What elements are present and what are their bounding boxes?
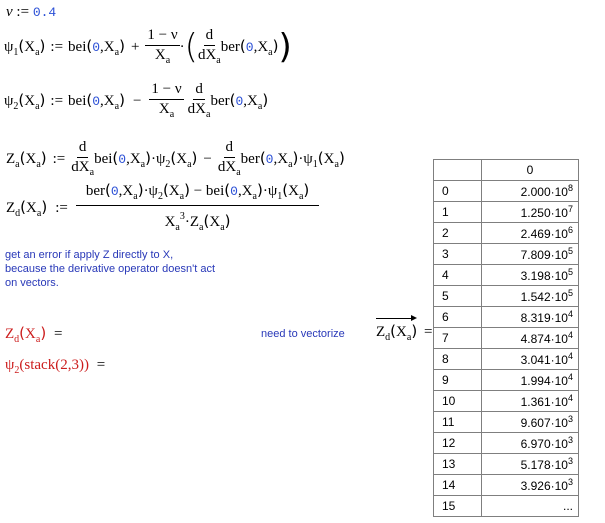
assign-operator: := (55, 199, 68, 216)
deriv-denominator: $dX_a$ (217, 159, 241, 178)
table-row[interactable] (434, 454, 579, 475)
table-header-row (434, 160, 579, 181)
row-index: 10 (434, 391, 482, 412)
row-index: 8 (434, 349, 482, 370)
row-value (482, 496, 579, 517)
value-mantissa: 1.542·10 (520, 290, 568, 304)
row-value (482, 349, 579, 370)
vectorized-expression[interactable] (376, 318, 432, 343)
row-index: 9 (434, 370, 482, 391)
deriv-denominator: $dX_a$ (187, 101, 211, 120)
row-value (482, 370, 579, 391)
right-big-paren: ) (278, 27, 292, 67)
value-mantissa: 1.250·10 (520, 206, 568, 220)
value-mantissa: ... (562, 499, 573, 513)
psi1-coef-denominator: $X_a$ (154, 47, 171, 66)
value-mantissa: 3.926·10 (520, 479, 568, 493)
equals-sign: = (423, 324, 433, 340)
value-mantissa: 7.809·10 (520, 248, 568, 262)
nu-definition[interactable] (6, 4, 56, 21)
row-value (482, 265, 579, 286)
psi2-ber-term: $ber(0,X_a)$ (210, 90, 269, 112)
multiply-dot: · (179, 38, 185, 55)
psi2-definition[interactable] (4, 82, 268, 120)
table-row[interactable] (434, 286, 579, 307)
row-index: 3 (434, 244, 482, 265)
value-mantissa: 2.469·10 (520, 227, 568, 241)
value-exponent: 6 (567, 225, 573, 235)
psi1-coef-numerator: 1 − ν (145, 28, 179, 46)
value-exponent: 3 (567, 414, 573, 424)
table-corner-cell (434, 160, 482, 181)
value-exponent: 5 (567, 267, 573, 277)
table-row[interactable] (434, 202, 579, 223)
assign-operator: := (50, 38, 64, 55)
row-index: 4 (434, 265, 482, 286)
deriv-numerator: d (224, 140, 236, 158)
za-definition[interactable] (6, 140, 345, 178)
value-exponent: 4 (567, 351, 573, 361)
value-mantissa: 1.994·10 (520, 374, 568, 388)
za-deriv2 (218, 140, 241, 178)
zd-numerator: $ber(0,X_a)\cdot\psi_2(X_a) - bei(0,X_a)\cdot\psi_1(X_a)$ (76, 183, 319, 206)
psi2-coef-numerator: 1 − ν (149, 82, 183, 100)
row-index: 6 (434, 307, 482, 328)
deriv-denominator: $dX_a$ (71, 159, 95, 178)
psi2-bei-term: $bei(0,X_a)$ (68, 90, 125, 112)
deriv-numerator: d (204, 28, 216, 46)
vectorize-arrow-operator: $Z_d(X_a)$ (376, 318, 417, 343)
psi2-derivative-operator (188, 82, 211, 120)
row-value (482, 286, 579, 307)
za-term2: $ber(0,X_a)\cdot\psi_1(X_a)$ (240, 148, 345, 170)
value-exponent: 4 (567, 372, 573, 382)
psi1-lhs: $\psi_1(X_a)$ (4, 36, 46, 58)
row-index: 15 (434, 496, 482, 517)
row-index: 11 (434, 412, 482, 433)
table-row[interactable] (434, 370, 579, 391)
minus-operator: − (203, 150, 212, 167)
row-index: 2 (434, 223, 482, 244)
value-exponent: 5 (567, 288, 573, 298)
value-exponent: 5 (567, 246, 573, 256)
table-row[interactable] (434, 475, 579, 496)
row-value (482, 433, 579, 454)
deriv-denominator: $dX_a$ (197, 47, 221, 66)
vectorize-note: need to vectorize (261, 328, 345, 340)
psi2-lhs: $\psi_2(X_a)$ (4, 90, 46, 112)
row-value (482, 244, 579, 265)
value-mantissa: 5.178·10 (520, 458, 568, 472)
row-value (482, 475, 579, 496)
zd-fraction (76, 183, 319, 233)
deriv-numerator: d (77, 140, 89, 158)
row-index: 0 (434, 181, 482, 202)
row-value (482, 307, 579, 328)
zd-eval-expr: $Z_d(X_a)$ (5, 324, 47, 345)
table-row[interactable] (434, 496, 579, 517)
row-index: 7 (434, 328, 482, 349)
equals-sign: = (96, 357, 106, 373)
value-exponent: 4 (567, 393, 573, 403)
value-exponent: 3 (567, 456, 573, 466)
table-row[interactable] (434, 265, 579, 286)
row-value (482, 181, 579, 202)
value-mantissa: 2.000·10 (520, 185, 568, 199)
value-mantissa: 3.041·10 (520, 353, 568, 367)
minus-operator: − (132, 92, 142, 109)
assign-operator: := (16, 4, 30, 20)
assign-operator: := (52, 150, 66, 167)
value-mantissa: 3.198·10 (520, 269, 568, 283)
row-value (482, 412, 579, 433)
row-index: 1 (434, 202, 482, 223)
psi2-coef-fraction (149, 82, 183, 120)
value-mantissa: 1.361·10 (520, 395, 568, 409)
nu-symbol: ν (6, 4, 13, 20)
result-table-container[interactable] (433, 159, 579, 517)
value-exponent: 4 (567, 309, 573, 319)
psi2-eval-expr: $\psi_2(stack(2,3))$ (5, 357, 89, 376)
row-index: 14 (434, 475, 482, 496)
result-table[interactable] (433, 159, 579, 517)
psi2-coef-denominator: $X_a$ (158, 101, 175, 120)
psi1-bei-term: $bei(0,X_a)$ (68, 36, 125, 58)
row-value (482, 202, 579, 223)
nu-value: 0.4 (32, 5, 57, 20)
row-index: 13 (434, 454, 482, 475)
table-row[interactable] (434, 349, 579, 370)
table-row[interactable] (434, 412, 579, 433)
row-value (482, 391, 579, 412)
zd-lhs: $Z_d(X_a)$ (6, 197, 48, 219)
value-exponent: 3 (567, 477, 573, 487)
assign-operator: := (50, 92, 64, 109)
row-value (482, 328, 579, 349)
plus-operator: + (130, 38, 140, 55)
value-mantissa: 9.607·10 (520, 416, 568, 430)
error-note: get an error if apply Z directly to X, because the derivative operator doesn't act on vectors. (5, 249, 216, 289)
psi2-evaluation[interactable] (5, 357, 105, 376)
table-row[interactable] (434, 244, 579, 265)
za-lhs: $Z_a(X_a)$ (6, 148, 47, 170)
column-header: 0 (482, 160, 579, 181)
zd-definition[interactable] (6, 183, 319, 233)
table-row[interactable] (434, 328, 579, 349)
row-index: 5 (434, 286, 482, 307)
left-big-paren: ( (184, 27, 198, 67)
table-row[interactable] (434, 391, 579, 412)
zd-evaluation[interactable] (5, 324, 62, 345)
zd-denominator: $X_a^3\cdot Z_a(X_a)$ (164, 211, 231, 233)
value-exponent: 7 (567, 204, 573, 214)
table-row[interactable] (434, 307, 579, 328)
value-mantissa: 4.874·10 (520, 332, 568, 346)
value-mantissa: 6.970·10 (520, 437, 568, 451)
value-exponent: 4 (567, 330, 573, 340)
table-row[interactable] (434, 223, 579, 244)
row-value (482, 223, 579, 244)
psi1-coef-fraction (145, 28, 179, 66)
value-exponent: 3 (567, 435, 573, 445)
row-value (482, 454, 579, 475)
deriv-numerator: d (193, 82, 205, 100)
table-row[interactable] (434, 433, 579, 454)
psi1-derivative-operator (198, 28, 221, 66)
table-row[interactable] (434, 181, 579, 202)
equals-sign: = (53, 326, 63, 342)
za-deriv1 (71, 140, 94, 178)
value-mantissa: 8.319·10 (520, 311, 568, 325)
row-index: 12 (434, 433, 482, 454)
psi1-ber-term: $ber(0,X_a)$ (220, 36, 279, 58)
za-term1: $bei(0,X_a)\cdot\psi_2(X_a)$ (94, 148, 198, 170)
value-exponent: 8 (567, 183, 573, 193)
psi1-definition[interactable] (4, 28, 292, 66)
